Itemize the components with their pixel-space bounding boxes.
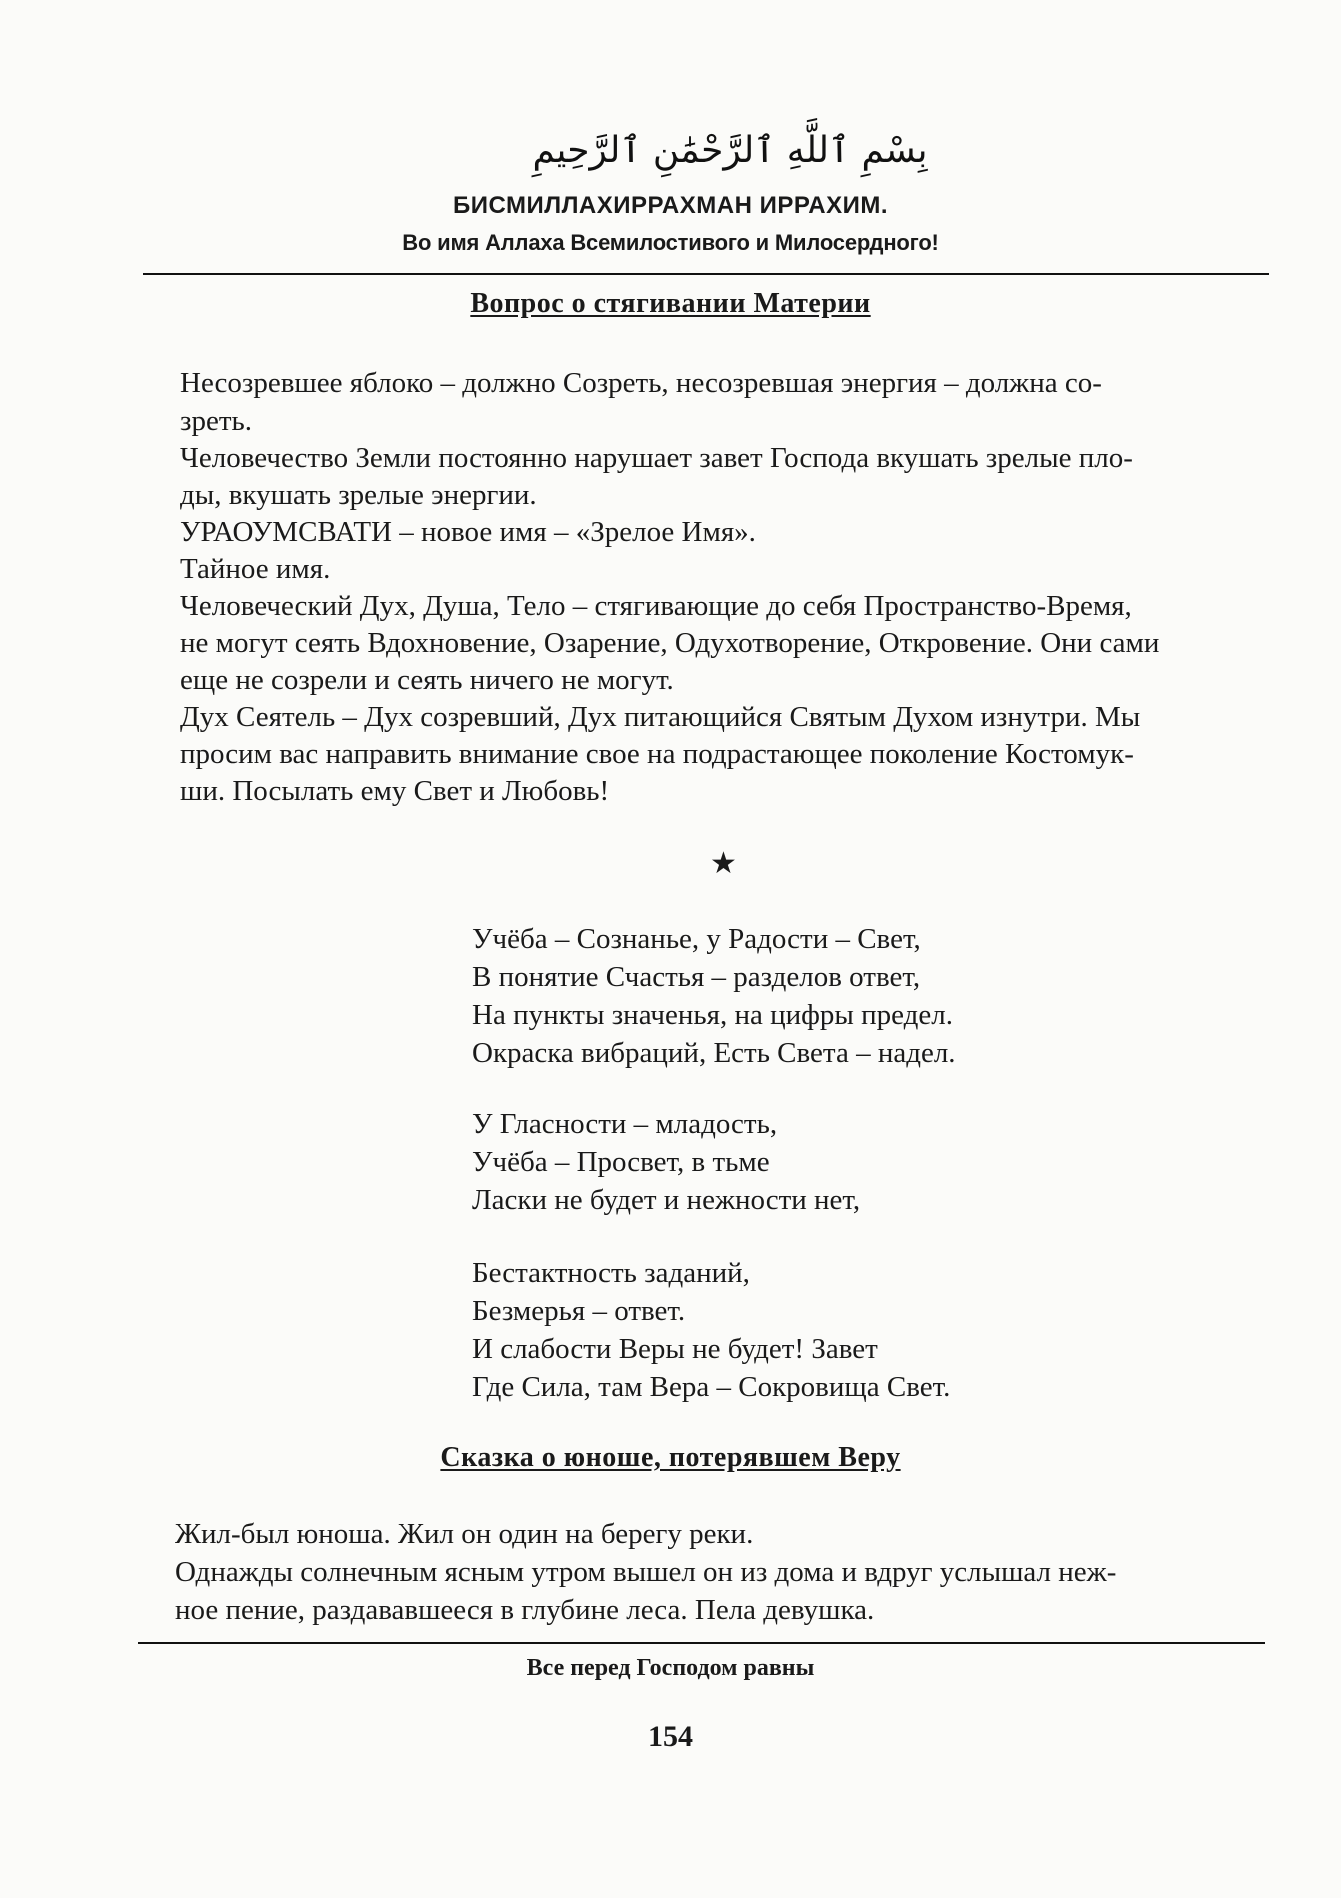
poem-line: Безмерья – ответ. <box>472 1295 686 1327</box>
text-line: Тайное имя. <box>180 553 331 585</box>
text-line: не могут сеять Вдохновение, Озарение, Одухотворение, Откровение. Они сами <box>180 627 1160 659</box>
text-line: зреть. <box>180 405 252 437</box>
bismillah-calligraphy <box>520 118 940 180</box>
poem-line: Где Сила, там Вера – Сокровища Свет. <box>472 1371 951 1403</box>
text-line: ши. Посылать ему Свет и Любовь! <box>180 775 610 807</box>
header-title: БИСМИЛЛАХИРРАХМАН ИРРАХИМ. <box>452 192 888 219</box>
text-line: Несозревшее яблоко – должно Созреть, несозревшая энергия – должна со- <box>180 367 1102 399</box>
poem-line: И слабости Веры не будет! Завет <box>472 1333 878 1365</box>
poem-line: Окраска вибраций, Есть Света – надел. <box>472 1037 956 1069</box>
text-line: УРАОУМСВАТИ – новое имя – «Зрелое Имя». <box>180 516 756 548</box>
poem-line: Ласки не будет и нежности нет, <box>472 1184 861 1216</box>
section-title: Сказка о юноше, потерявшем Веру <box>440 1442 901 1473</box>
text-line: Дух Сеятель – Дух созревший, Дух питающийся Святым Духом изнутри. Мы <box>180 701 1141 733</box>
svg-text:بِسْمِ ٱللَّهِ ٱلرَّحْمَٰنِ ٱل: بِسْمِ ٱللَّهِ ٱلرَّحْمَٰنِ ٱلرَّحِيمِ <box>532 130 928 171</box>
poem-line: В понятие Счастья – разделов ответ, <box>472 961 921 993</box>
text-line: Человечество Земли постоянно нарушает завет Господа вкушать зрелые пло- <box>180 442 1133 474</box>
text-line: Человеческий Дух, Душа, Тело – стягивающие до себя Пространство-Время, <box>180 590 1132 622</box>
poem-line: На пункты значенья, на цифры предел. <box>472 999 954 1031</box>
poem-stanza-3 <box>472 1254 950 1406</box>
text-line: ное пение, раздававшееся в глубине леса. Пела девушка. <box>175 1594 875 1626</box>
poem-stanza-1 <box>472 920 956 1072</box>
poem-line: У Гласности – младость, <box>472 1108 778 1140</box>
header-subtitle: Во имя Аллаха Всемилостивого и Милосердного! <box>402 230 939 255</box>
star-separator: ★ <box>710 847 737 880</box>
page-number: 154 <box>648 1720 693 1753</box>
text-line: просим вас направить внимание свое на подрастающее поколение Костомук- <box>180 738 1134 770</box>
poem-stanza-2 <box>472 1105 860 1219</box>
text-line: Жил-был юноша. Жил он один на берегу реки. <box>175 1518 754 1550</box>
running-footer: Все перед Господом равны <box>526 1655 815 1681</box>
text-line: Однажды солнечным ясным утром вышел он из дома и вдруг услышал неж- <box>175 1556 1117 1588</box>
text-line: еще не созрели и сеять ничего не могут. <box>180 664 674 696</box>
header-rule <box>143 273 1269 275</box>
footer-rule <box>138 1642 1265 1644</box>
section-title: Вопрос о стягивании Материи <box>470 288 871 319</box>
poem-line: Учёба – Просвет, в тьме <box>472 1146 770 1178</box>
poem-line: Учёба – Сознанье, у Радости – Свет, <box>472 923 921 955</box>
poem-line: Бестактность заданий, <box>472 1257 750 1289</box>
text-line: ды, вкушать зрелые энергии. <box>180 479 537 511</box>
